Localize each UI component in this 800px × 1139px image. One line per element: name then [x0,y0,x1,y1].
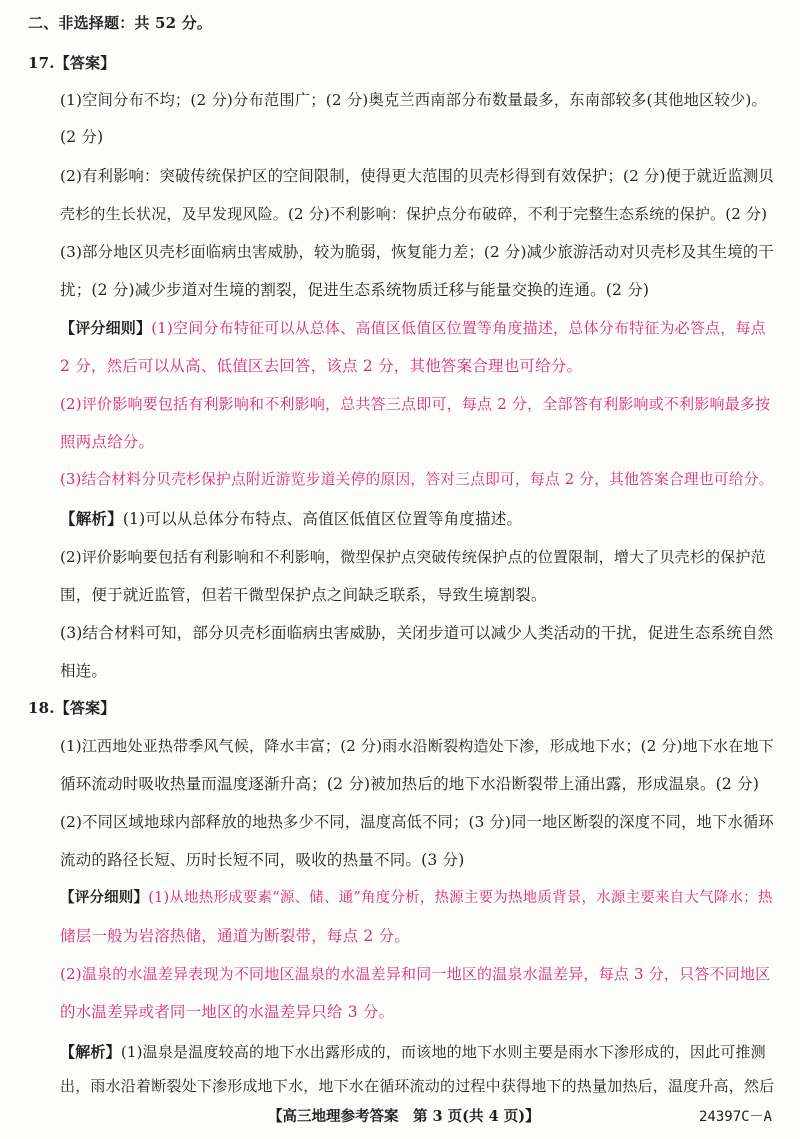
q17-scoring-line-5: (3)结合材料分贝壳杉保护点附近游览步道关停的原因，答对三点即可，每点 2 分，其他答案合理也可给分。 [60,471,774,488]
q18-header [28,697,116,719]
q17-scoring-tag: 【评分细则】 [60,319,152,337]
q18-answer-line-1: (1)江西地处亚热带季风气候，降水丰富；(2 分)雨水沿断裂构造处下渗，形成地下水；(2 分)地下水在地下 [60,737,774,755]
q18-analysis-line-2: 出，雨水沿着断裂处下渗形成地下水，地下水在循环流动的过程中获得地下的热量加热后，温度升高，然后 [60,1077,775,1095]
q17-scoring-line-2: 2 分，然后可以从高、低值区去回答，该点 2 分，其他答案合理也可给分。 [60,357,583,375]
q18-scoring-line-3: (2)温泉的水温差异表现为不同地区温泉的水温差异和同一地区的温泉水温差异，每点 3 分，只答不同地区 [60,965,771,983]
q17-answer-line-1: (1)空间分布不均；(2 分)分布范围广；(2 分)奥克兰西南部分布数量最多，东南部较多(其他地区较少)。 [60,91,767,109]
q18-number: 18. [28,699,55,717]
q18-scoring-text-1: (1)从地热形成要素“源、储、通”角度分析，热源主要为热地质背景，水源主要来自大气降水；热 [148,890,773,906]
q17-answer-line-3: (2)有利影响：突破传统保护区的空间限制，使得更大范围的贝壳杉得到有效保护；(2 分)便于就近监测贝 [60,167,774,185]
q17-analysis-text-1: (1)可以从总体分布特点、高值区低值区位置等角度描述。 [122,510,523,528]
q17-scoring-line-3: (2)评价影响要包括有利影响和不利影响，总共答三点即可，每点 2 分，全部答有利影响或不利影响最多按 [60,395,771,413]
q18-analysis-tag: 【解析】 [60,1043,121,1061]
q17-scoring-line-4: 照两点给分。 [60,433,155,451]
q17-scoring-line-1 [60,317,766,339]
q17-answer-line-2: (2 分) [60,128,104,146]
footer-doc-code: 24397C－A [698,1109,772,1125]
q17-answer-line-6: 扰；(2 分)减少步道对生境的割裂，促进生态系统物质迁移与能量交换的连通。(2 分) [60,281,650,299]
q18-scoring-line-2: 储层一般为岩溶热储，通道为断裂带，每点 2 分。 [60,927,411,945]
q18-answer-tag: 【答案】 [54,699,116,717]
footer-page-label: 【高三地理参考答案 第 3 页(共 4 页)】 [268,1108,540,1125]
q18-answer-line-2: 循环流动时吸收热量而温度逐渐升高；(2 分)被加热后的地下水沿断裂带上涌出露，形成温泉。(2 分) [60,775,760,793]
q18-scoring-tag: 【评分细则】 [60,889,149,906]
q17-header [28,52,116,74]
section-title: 二、非选择题：共 52 分。 [28,14,213,32]
q18-analysis-line-1 [60,1041,766,1063]
q17-analysis-line-3: 围，便于就近监管，但若干微型保护点之间缺乏联系，导致生境割裂。 [60,586,547,604]
q17-scoring-text-1: (1)空间分布特征可以从总体、高值区低值区位置等角度描述，总体分布特征为必答点，每点 [151,319,766,337]
q18-answer-line-4: 流动的路径长短、历时长短不同，吸收的热量不同。(3 分) [60,851,465,869]
q17-analysis-tag: 【解析】 [60,509,123,528]
q18-scoring-line-1 [60,887,773,909]
q17-number: 17. [28,54,55,72]
q17-answer-line-5: (3)部分地区贝壳杉面临病虫害威胁，较为脆弱，恢复能力差；(2 分)减少旅游活动对贝壳杉及其生境的干 [60,243,774,261]
q17-analysis-line-2: (2)评价影响要包括有利影响和不利影响，微型保护点突破传统保护点的位置限制，增大了贝壳杉的保护范 [60,548,766,566]
q17-answer-line-4: 壳杉的生长状况，及早发现风险。(2 分)不利影响：保护点分布破碎，不利于完整生态系统的保护。(2 分) [60,205,768,223]
q17-answer-tag: 【答案】 [54,54,116,72]
q17-analysis-line-4: (3)结合材料可知，部分贝壳杉面临病虫害威胁，关闭步道可以减少人类活动的干扰，促进生态系统自然 [60,624,774,642]
q18-scoring-line-4: 的水温差异或者同一地区的水温差异只给 3 分。 [60,1003,395,1021]
q17-analysis-line-1 [60,508,522,530]
q18-analysis-text-1: (1)温泉是温度较高的地下水出露形成的，而该地的地下水则主要是雨水下渗形成的，因此可推测 [120,1043,766,1061]
q17-analysis-line-5: 相连。 [60,662,108,680]
q18-answer-line-3: (2)不同区域地球内部释放的地热多少不同，温度高低不同；(3 分)同一地区断裂的深度不同，地下水循环 [60,813,774,831]
